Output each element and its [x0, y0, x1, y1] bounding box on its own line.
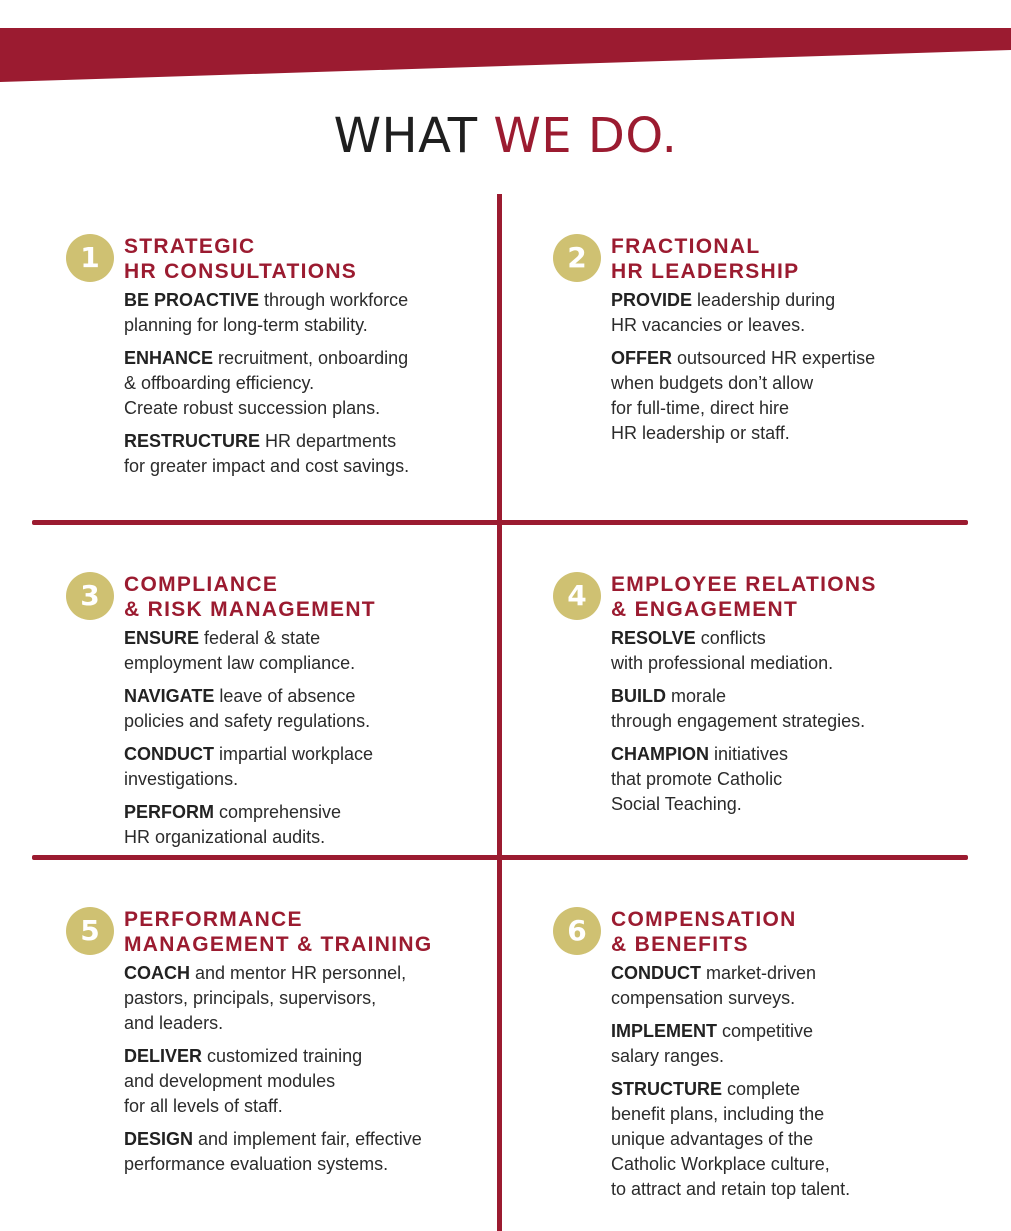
- service-item-line: [611, 1152, 991, 1177]
- service-item: [124, 800, 504, 850]
- service-item: [611, 288, 991, 338]
- service-item-line: [124, 961, 504, 986]
- service-section-6: [611, 907, 991, 1210]
- service-keyword: DESIGN: [124, 1129, 194, 1149]
- section-heading: [124, 234, 504, 284]
- service-item-line: [611, 1077, 991, 1102]
- service-text: compensation surveys.: [611, 988, 796, 1008]
- service-text: employment law compliance.: [124, 653, 356, 673]
- service-item: [124, 1044, 504, 1119]
- service-text: impartial workplace: [214, 744, 374, 764]
- service-text: comprehensive: [214, 802, 342, 822]
- section-heading: [611, 572, 991, 622]
- section-heading-line: EMPLOYEE RELATIONS: [611, 573, 877, 596]
- service-keyword: NAVIGATE: [124, 686, 215, 706]
- service-item: [611, 1019, 991, 1069]
- section-heading-line: MANAGEMENT & TRAINING: [124, 933, 433, 956]
- service-keyword: RESOLVE: [611, 628, 696, 648]
- service-item-line: [611, 346, 991, 371]
- service-item: [124, 288, 504, 338]
- service-item-line: [611, 1019, 991, 1044]
- service-text: pastors, principals, supervisors,: [124, 988, 377, 1008]
- service-text: recruitment, onboarding: [213, 348, 409, 368]
- service-item-line: [124, 986, 504, 1011]
- service-text: through workforce: [259, 290, 409, 310]
- service-item: [611, 626, 991, 676]
- service-item: [611, 684, 991, 734]
- section-heading-line: COMPENSATION: [611, 908, 797, 931]
- service-item: [124, 1127, 504, 1177]
- service-item-line: [124, 709, 504, 734]
- service-text: salary ranges.: [611, 1046, 725, 1066]
- section-heading: [124, 907, 504, 957]
- service-item: [124, 429, 504, 479]
- service-text: Social Teaching.: [611, 794, 742, 814]
- service-item-line: [611, 1044, 991, 1069]
- section-number-badge: 5: [66, 907, 114, 955]
- service-text: and development modules: [124, 1071, 336, 1091]
- service-text: initiatives: [709, 744, 789, 764]
- service-keyword: COACH: [124, 963, 190, 983]
- service-item: [124, 346, 504, 421]
- service-text: complete: [722, 1079, 801, 1099]
- service-item-line: [611, 1102, 991, 1127]
- service-item-line: [124, 1044, 504, 1069]
- service-keyword: PERFORM: [124, 802, 214, 822]
- service-text: Catholic Workplace culture,: [611, 1154, 830, 1174]
- section-number-badge: 3: [66, 572, 114, 620]
- section-heading-line: & BENEFITS: [611, 933, 749, 956]
- service-item-line: [124, 454, 504, 479]
- service-section-3: [124, 572, 504, 858]
- service-item-line: [611, 288, 991, 313]
- service-item-line: [611, 742, 991, 767]
- service-text: leave of absence: [214, 686, 356, 706]
- service-section-4: [611, 572, 991, 825]
- service-keyword: OFFER: [611, 348, 672, 368]
- service-text: and implement fair, effective: [193, 1129, 422, 1149]
- service-item-line: [124, 742, 504, 767]
- service-item-line: [124, 429, 504, 454]
- horizontal-divider-1: [32, 520, 968, 525]
- section-number-badge: 1: [66, 234, 114, 282]
- service-item-line: [124, 684, 504, 709]
- service-item-line: [124, 1011, 504, 1036]
- service-section-5: [124, 907, 504, 1185]
- service-keyword: CONDUCT: [611, 963, 701, 983]
- service-text: with professional mediation.: [611, 653, 834, 673]
- service-item: [124, 961, 504, 1036]
- service-item-line: [611, 1177, 991, 1202]
- service-item: [124, 742, 504, 792]
- service-item-line: [611, 709, 991, 734]
- section-heading-line: FRACTIONAL: [611, 235, 761, 258]
- service-item: [611, 346, 991, 446]
- service-text: when budgets don’t allow: [611, 373, 814, 393]
- service-item-line: [611, 767, 991, 792]
- section-heading-line: COMPLIANCE: [124, 573, 279, 596]
- service-text: market-driven: [701, 963, 817, 983]
- service-item-line: [124, 396, 504, 421]
- service-item: [611, 742, 991, 817]
- section-heading: [124, 572, 504, 622]
- service-item-line: [124, 346, 504, 371]
- service-text: & offboarding efficiency.: [124, 373, 315, 393]
- title-part-we-do: WE DO.: [493, 108, 678, 164]
- section-heading-line: & ENGAGEMENT: [611, 598, 799, 621]
- service-item-line: [124, 288, 504, 313]
- service-text: morale: [666, 686, 727, 706]
- service-item-line: [124, 1152, 504, 1177]
- service-text: for full-time, direct hire: [611, 398, 790, 418]
- service-text: HR vacancies or leaves.: [611, 315, 806, 335]
- service-text: investigations.: [124, 769, 239, 789]
- section-heading-line: HR CONSULTATIONS: [124, 260, 358, 283]
- service-text: HR departments: [260, 431, 397, 451]
- service-text: for greater impact and cost savings.: [124, 456, 410, 476]
- service-item-line: [611, 1127, 991, 1152]
- service-keyword: BE PROACTIVE: [124, 290, 260, 310]
- service-item-line: [611, 421, 991, 446]
- service-item-line: [611, 626, 991, 651]
- section-number-badge: 4: [553, 572, 601, 620]
- service-keyword: ENSURE: [124, 628, 200, 648]
- section-number-badge: 2: [553, 234, 601, 282]
- service-item-line: [611, 371, 991, 396]
- service-item: [124, 626, 504, 676]
- service-item-line: [611, 792, 991, 817]
- service-item-line: [611, 684, 991, 709]
- service-text: HR leadership or staff.: [611, 423, 790, 443]
- service-item-line: [124, 1094, 504, 1119]
- service-item-line: [611, 396, 991, 421]
- service-text: leadership during: [692, 290, 836, 310]
- service-text: to attract and retain top talent.: [611, 1179, 851, 1199]
- service-text: Create robust succession plans.: [124, 398, 381, 418]
- service-item-line: [124, 767, 504, 792]
- service-text: through engagement strategies.: [611, 711, 866, 731]
- service-item-line: [611, 313, 991, 338]
- service-item-line: [124, 626, 504, 651]
- service-item: [611, 961, 991, 1011]
- page-title: [0, 108, 1011, 164]
- service-text: conflicts: [695, 628, 766, 648]
- section-heading: [611, 234, 991, 284]
- service-item-line: [124, 1127, 504, 1152]
- service-item-line: [124, 825, 504, 850]
- service-text: HR organizational audits.: [124, 827, 326, 847]
- service-text: performance evaluation systems.: [124, 1154, 389, 1174]
- service-text: planning for long-term stability.: [124, 315, 368, 335]
- service-keyword: PROVIDE: [611, 290, 693, 310]
- service-keyword: CHAMPION: [611, 744, 709, 764]
- service-item-line: [611, 651, 991, 676]
- service-text: federal & state: [199, 628, 321, 648]
- service-item: [124, 684, 504, 734]
- service-item-line: [611, 961, 991, 986]
- service-item-line: [124, 651, 504, 676]
- service-item-line: [124, 800, 504, 825]
- service-keyword: CONDUCT: [124, 744, 214, 764]
- service-keyword: IMPLEMENT: [611, 1021, 717, 1041]
- service-item-line: [124, 1069, 504, 1094]
- service-text: competitive: [717, 1021, 814, 1041]
- service-section-1: [124, 234, 504, 487]
- service-section-2: [611, 234, 991, 454]
- section-heading-line: HR LEADERSHIP: [611, 260, 800, 283]
- service-text: and leaders.: [124, 1013, 224, 1033]
- section-heading: [611, 907, 991, 957]
- service-text: outsourced HR expertise: [672, 348, 876, 368]
- service-item: [611, 1077, 991, 1202]
- service-item-line: [611, 986, 991, 1011]
- section-number-badge: 6: [553, 907, 601, 955]
- section-heading-line: STRATEGIC: [124, 235, 256, 258]
- service-text: for all levels of staff.: [124, 1096, 283, 1116]
- section-heading-line: PERFORMANCE: [124, 908, 303, 931]
- service-keyword: RESTRUCTURE: [124, 431, 261, 451]
- service-text: and mentor HR personnel,: [190, 963, 407, 983]
- service-text: customized training: [202, 1046, 363, 1066]
- service-text: benefit plans, including the: [611, 1104, 825, 1124]
- service-keyword: DELIVER: [124, 1046, 203, 1066]
- service-text: that promote Catholic: [611, 769, 783, 789]
- service-text: policies and safety regulations.: [124, 711, 371, 731]
- service-keyword: STRUCTURE: [611, 1079, 722, 1099]
- service-keyword: BUILD: [611, 686, 666, 706]
- title-part-what: WHAT: [333, 108, 478, 164]
- service-text: unique advantages of the: [611, 1129, 814, 1149]
- top-banner: [0, 0, 1011, 90]
- service-item-line: [124, 371, 504, 396]
- service-keyword: ENHANCE: [124, 348, 214, 368]
- service-item-line: [124, 313, 504, 338]
- section-heading-line: & RISK MANAGEMENT: [124, 598, 376, 621]
